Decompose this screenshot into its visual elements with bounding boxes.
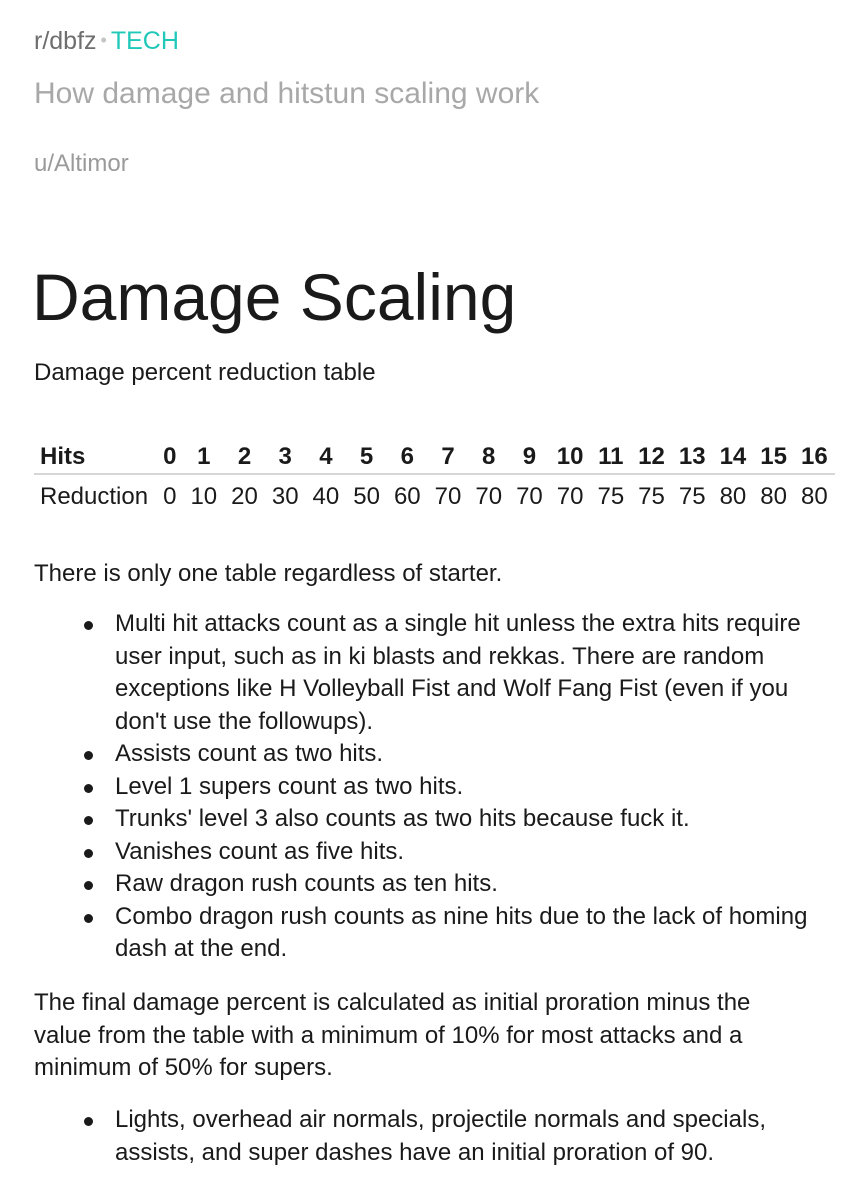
list-item-text: Raw dragon rush counts as ten hits.	[115, 870, 498, 897]
hits-cell: 16	[794, 440, 835, 474]
hits-cell: 15	[753, 440, 794, 474]
paragraph-final-damage: The final damage percent is calculated as initial proration minus the value from the table with a minimum of 10% for most attacks and a minimum of 50% for supers.	[34, 989, 751, 1081]
bullet-icon	[84, 1117, 93, 1126]
hit-count-rules-list	[34, 608, 814, 966]
hits-cell: 13	[672, 440, 713, 474]
post-title: How damage and hitstun scaling work	[34, 77, 540, 110]
hits-cell: 6	[387, 440, 428, 474]
list-item	[34, 608, 814, 738]
list-item-text: Trunks' level 3 also counts as two hits because fuck it.	[115, 805, 690, 832]
hits-row-header: Hits	[34, 440, 156, 474]
list-item-text: Lights, overhead air normals, projectile normals and specials, assists, and super dashes have an initial proration of 90.	[115, 1106, 766, 1166]
reduction-cell: 75	[678, 483, 706, 510]
table-header-row	[34, 440, 835, 474]
reduction-cell: 60	[393, 483, 421, 510]
reduction-cell: 80	[719, 483, 747, 510]
reduction-row-header: Reduction	[40, 483, 149, 510]
bullet-icon	[84, 751, 93, 760]
bullet-icon	[84, 621, 93, 630]
hits-cell: 2	[224, 440, 265, 474]
bullet-icon	[84, 914, 93, 923]
reduction-cell: 70	[475, 483, 503, 510]
table-row	[34, 474, 835, 519]
proration-list	[34, 1104, 814, 1169]
paragraph-one-table: There is only one table regardless of starter.	[34, 560, 503, 587]
reduction-cell: 80	[760, 483, 787, 510]
reduction-cell: 80	[800, 483, 828, 510]
subreddit-link[interactable]: r/dbfz	[34, 27, 97, 55]
reduction-cell: 40	[312, 483, 340, 510]
hits-cell: 4	[306, 440, 347, 474]
bullet-icon	[84, 849, 93, 858]
reduction-cell: 20	[231, 483, 258, 510]
reduction-table-container[interactable]	[34, 440, 849, 519]
reduction-cell: 70	[434, 483, 462, 510]
reduction-cell: 75	[597, 483, 625, 510]
hits-cell: 3	[265, 440, 306, 474]
list-item	[34, 901, 814, 966]
post-meta	[34, 26, 179, 58]
hits-cell: 10	[550, 440, 591, 474]
list-item-text: Vanishes count as five hits.	[115, 837, 405, 865]
bullet-icon	[84, 784, 93, 793]
section-heading: Damage Scaling	[32, 260, 517, 334]
list-item	[34, 1104, 814, 1169]
list-item	[34, 738, 814, 771]
author-link[interactable]: u/Altimor	[34, 150, 129, 177]
hits-cell: 8	[468, 440, 509, 474]
list-item	[34, 868, 814, 901]
list-item-text: Assists count as two hits.	[115, 740, 384, 767]
hits-cell: 7	[428, 440, 469, 474]
hits-cell: 0	[156, 440, 183, 474]
list-item	[34, 803, 814, 836]
list-item-text: Combo dragon rush counts as nine hits due to the lack of homing dash at the end.	[115, 902, 808, 962]
reduction-cell: 50	[353, 483, 380, 510]
list-item	[34, 771, 814, 804]
reduction-cell: 75	[638, 483, 665, 510]
reduction-cell: 10	[190, 483, 218, 510]
hits-cell: 12	[631, 440, 672, 474]
hits-cell: 11	[590, 440, 631, 474]
reduction-cell: 70	[556, 483, 584, 510]
hits-cell: 1	[183, 440, 224, 474]
reduction-cell: 30	[271, 483, 299, 510]
bullet-icon	[84, 816, 93, 825]
list-item-text: Multi hit attacks count as a single hit unless the extra hits require user input, such as in ki blasts and rekkas. There are random exceptions like H Volleyball Fist and Wolf Fang Fist (even if you don't use the followups).	[115, 610, 801, 735]
flair-tag[interactable]: TECH	[110, 27, 179, 55]
list-item-text: Level 1 supers count as two hits.	[115, 772, 464, 800]
hits-cell: 9	[509, 440, 550, 474]
table-caption: Damage percent reduction table	[34, 359, 376, 386]
list-item	[34, 836, 814, 869]
separator-dot: •	[100, 30, 107, 50]
bullet-icon	[84, 881, 93, 890]
hits-cell: 14	[713, 440, 754, 474]
reduction-table	[34, 440, 835, 519]
reduction-cell: 0	[163, 483, 177, 510]
hits-cell: 5	[346, 440, 387, 474]
reduction-cell: 70	[516, 483, 543, 510]
